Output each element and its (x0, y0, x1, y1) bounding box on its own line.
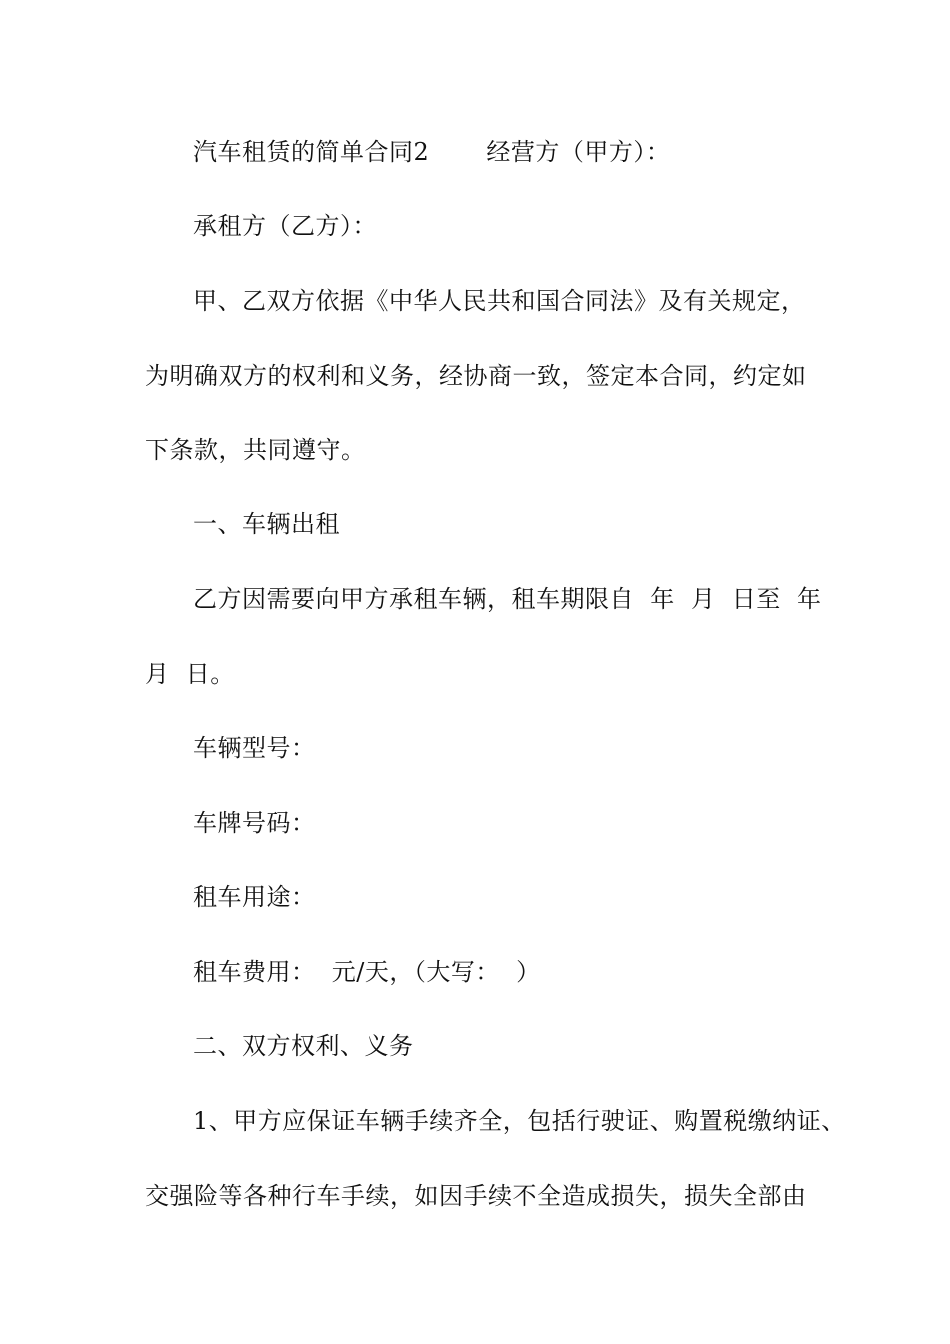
rental-fee-field: 租车费用： 元/天，（大写： ） (193, 958, 541, 986)
document-title-line: 汽车租赁的简单合同2 经营方（甲方）： (193, 138, 671, 166)
lessee-line: 承租方（乙方）： (193, 212, 377, 240)
vehicle-model-field: 车辆型号： (193, 734, 316, 762)
rental-purpose-field: 租车用途： (193, 883, 316, 911)
paragraph-line: 为明确双方的权利和义务，经协商一致，签定本合同，约定如 (145, 362, 807, 390)
paragraph-line: 乙方因需要向甲方承租车辆，租车期限自 年 月 日至 年 (193, 585, 822, 613)
paragraph-line: 甲、乙双方依据《中华人民共和国合同法》及有关规定， (193, 287, 806, 315)
section-heading-vehicle-rental: 一、车辆出租 (193, 510, 340, 538)
paragraph-line: 月 日。 (145, 660, 235, 688)
paragraph-line: 下条款，共同遵守。 (145, 436, 366, 464)
paragraph-line: 交强险等各种行车手续，如因手续不全造成损失，损失全部由 (145, 1182, 807, 1210)
paragraph-line: 1、甲方应保证车辆手续齐全，包括行驶证、购置税缴纳证、 (193, 1107, 846, 1135)
license-plate-field: 车牌号码： (193, 809, 316, 837)
section-heading-rights-obligations: 二、双方权利、义务 (193, 1032, 414, 1060)
